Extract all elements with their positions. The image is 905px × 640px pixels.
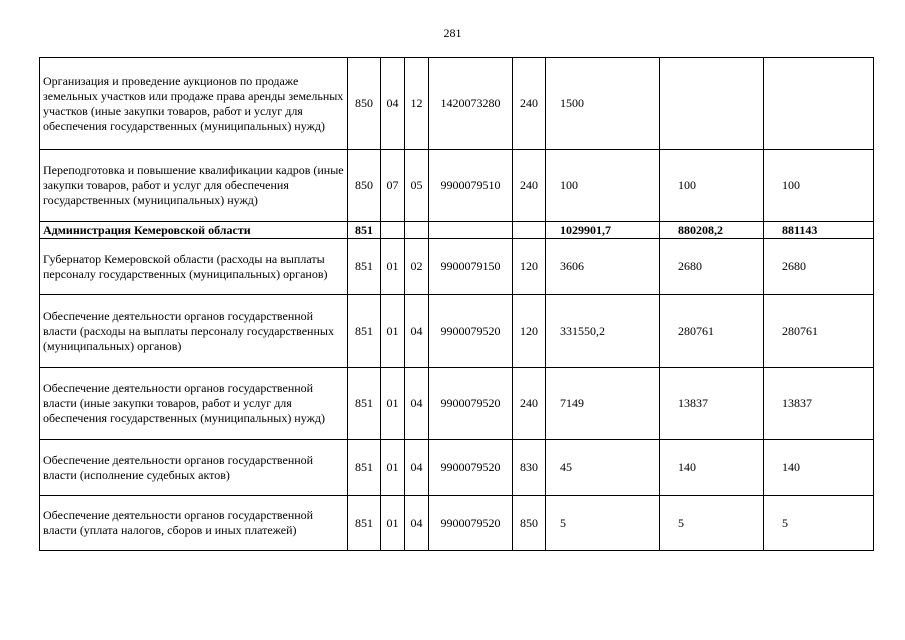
department-code: 851 xyxy=(348,295,381,368)
expense-name: Администрация Кемеровской области xyxy=(40,222,348,239)
subsection-code: 12 xyxy=(405,58,429,150)
subsection-code: 02 xyxy=(405,239,429,295)
amount-year-1: 5 xyxy=(546,496,660,551)
expense-type-code: 240 xyxy=(513,58,546,150)
amount-year-3: 140 xyxy=(764,440,874,496)
amount-year-3: 100 xyxy=(764,150,874,222)
amount-year-2: 280761 xyxy=(660,295,764,368)
table-row xyxy=(40,222,874,239)
amount-year-2 xyxy=(660,58,764,150)
expense-type-code: 240 xyxy=(513,368,546,440)
section-code: 04 xyxy=(381,58,405,150)
amount-year-3: 881143 xyxy=(764,222,874,239)
amount-year-3: 13837 xyxy=(764,368,874,440)
subsection-code: 04 xyxy=(405,440,429,496)
expense-name: Губернатор Кемеровской области (расходы на выплаты персоналу государственных (муниципальных) органов) xyxy=(40,239,348,295)
subsection-code xyxy=(405,222,429,239)
section-code: 07 xyxy=(381,150,405,222)
department-code: 851 xyxy=(348,368,381,440)
expense-name: Организация и проведение аукционов по продаже земельных участков или продаже права аренды земельных участков (иные закупки товаров, работ и услуг для обеспечения государственных (муниципальных) нужд) xyxy=(40,58,348,150)
amount-year-1: 3606 xyxy=(546,239,660,295)
target-article-code: 9900079520 xyxy=(429,368,513,440)
expense-name: Обеспечение деятельности органов государственной власти (иные закупки товаров, работ и услуг для обеспечения государственных (муниципальных) нужд) xyxy=(40,368,348,440)
subsection-code: 04 xyxy=(405,496,429,551)
section-code: 01 xyxy=(381,496,405,551)
department-code: 851 xyxy=(348,440,381,496)
target-article-code xyxy=(429,222,513,239)
amount-year-1: 1500 xyxy=(546,58,660,150)
table-row xyxy=(40,239,874,295)
expense-type-code: 120 xyxy=(513,239,546,295)
target-article-code: 1420073280 xyxy=(429,58,513,150)
department-code: 851 xyxy=(348,222,381,239)
section-code: 01 xyxy=(381,440,405,496)
expense-name: Обеспечение деятельности органов государственной власти (уплата налогов, сборов и иных платежей) xyxy=(40,496,348,551)
table-row xyxy=(40,496,874,551)
amount-year-3: 2680 xyxy=(764,239,874,295)
subsection-code: 04 xyxy=(405,368,429,440)
amount-year-1: 331550,2 xyxy=(546,295,660,368)
expense-name: Переподготовка и повышение квалификации кадров (иные закупки товаров, работ и услуг для обеспечения государственных (муниципальных) нужд) xyxy=(40,150,348,222)
department-code: 851 xyxy=(348,496,381,551)
amount-year-1: 45 xyxy=(546,440,660,496)
table-row xyxy=(40,150,874,222)
amount-year-2: 5 xyxy=(660,496,764,551)
target-article-code: 9900079150 xyxy=(429,239,513,295)
budget-table xyxy=(39,57,874,551)
amount-year-2: 140 xyxy=(660,440,764,496)
amount-year-2: 880208,2 xyxy=(660,222,764,239)
section-code: 01 xyxy=(381,295,405,368)
table-row xyxy=(40,58,874,150)
page-number: 281 xyxy=(443,26,462,40)
target-article-code: 9900079520 xyxy=(429,496,513,551)
amount-year-3 xyxy=(764,58,874,150)
amount-year-1: 100 xyxy=(546,150,660,222)
amount-year-1: 1029901,7 xyxy=(546,222,660,239)
target-article-code: 9900079520 xyxy=(429,295,513,368)
expense-type-code: 830 xyxy=(513,440,546,496)
section-code xyxy=(381,222,405,239)
department-code: 850 xyxy=(348,150,381,222)
section-code: 01 xyxy=(381,368,405,440)
table-row xyxy=(40,295,874,368)
amount-year-3: 280761 xyxy=(764,295,874,368)
table-row xyxy=(40,440,874,496)
amount-year-2: 2680 xyxy=(660,239,764,295)
amount-year-2: 13837 xyxy=(660,368,764,440)
amount-year-2: 100 xyxy=(660,150,764,222)
section-code: 01 xyxy=(381,239,405,295)
target-article-code: 9900079510 xyxy=(429,150,513,222)
subsection-code: 05 xyxy=(405,150,429,222)
table-row xyxy=(40,368,874,440)
expense-type-code xyxy=(513,222,546,239)
expense-type-code: 850 xyxy=(513,496,546,551)
amount-year-3: 5 xyxy=(764,496,874,551)
expense-name: Обеспечение деятельности органов государственной власти (расходы на выплаты персоналу государственных (муниципальных) органов) xyxy=(40,295,348,368)
expense-type-code: 240 xyxy=(513,150,546,222)
department-code: 851 xyxy=(348,239,381,295)
expense-name: Обеспечение деятельности органов государственной власти (исполнение судебных актов) xyxy=(40,440,348,496)
department-code: 850 xyxy=(348,58,381,150)
amount-year-1: 7149 xyxy=(546,368,660,440)
expense-type-code: 120 xyxy=(513,295,546,368)
target-article-code: 9900079520 xyxy=(429,440,513,496)
subsection-code: 04 xyxy=(405,295,429,368)
